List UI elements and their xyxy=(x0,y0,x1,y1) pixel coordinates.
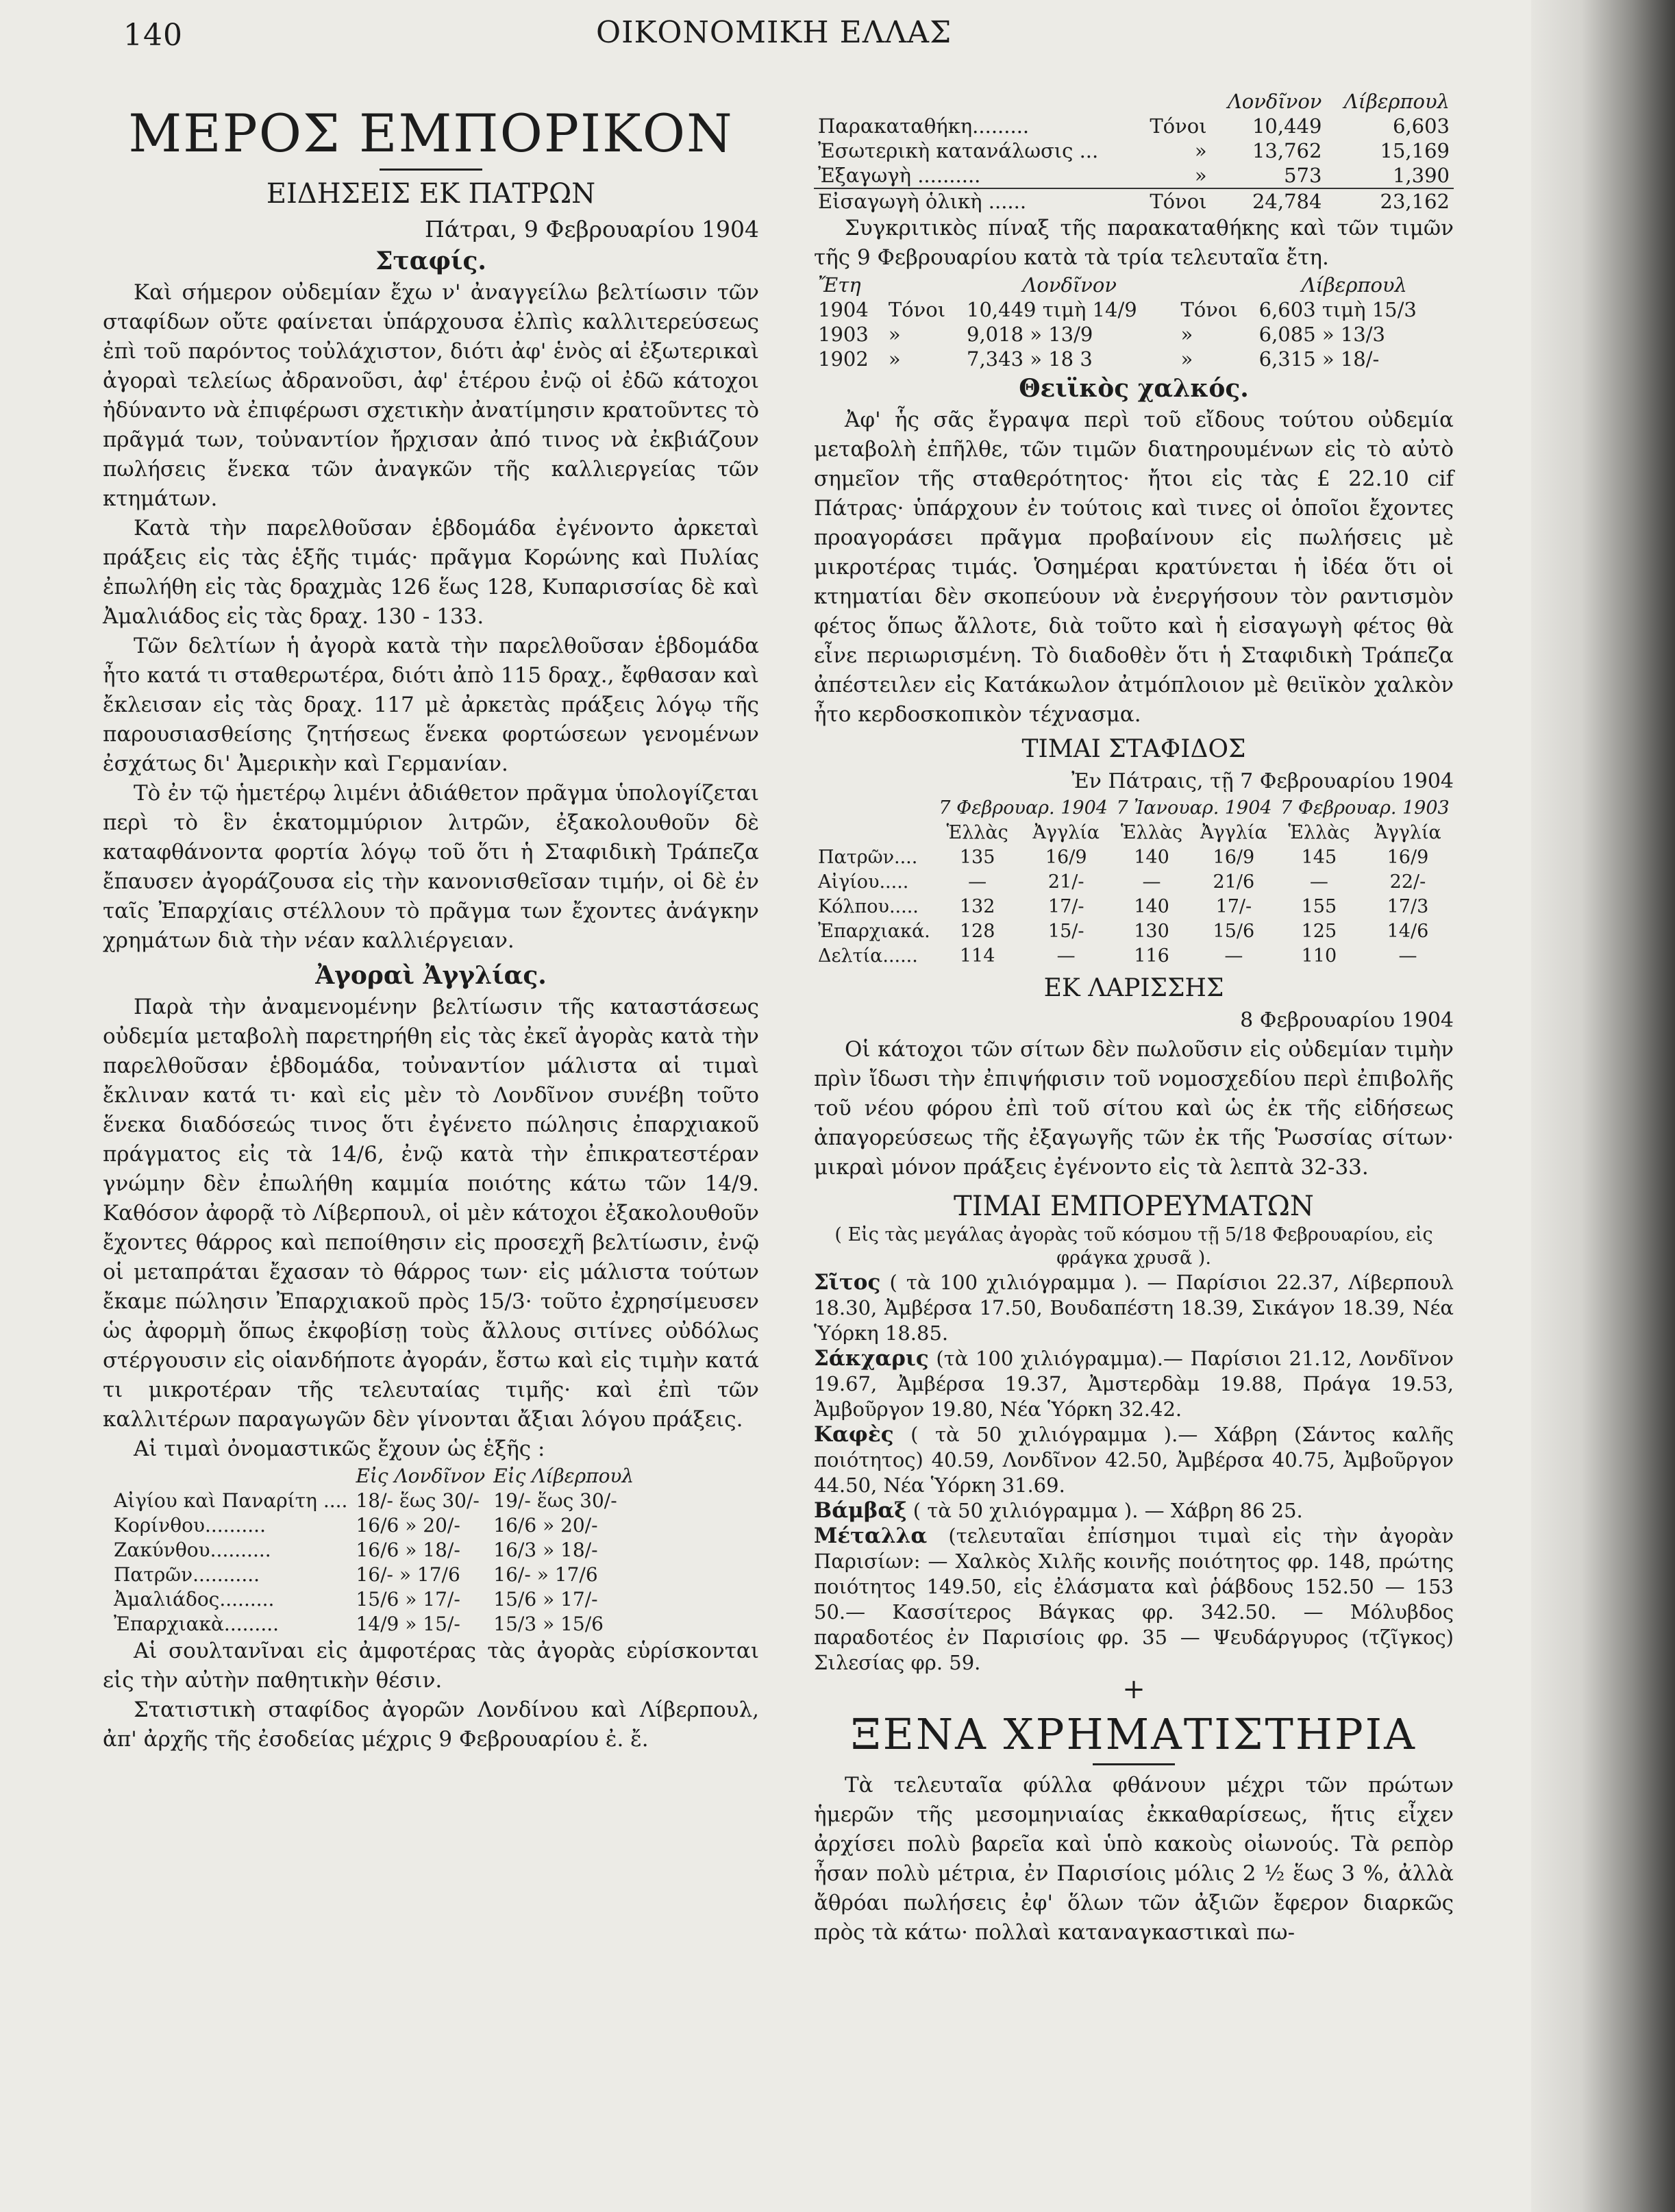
dateline: Πάτραι, 9 Φεβρουαρίου 1904 xyxy=(425,216,759,243)
table-header: Λονδῖνον xyxy=(1227,90,1322,113)
section-title: ΜΕΡΟΣ ΕΜΠΟΡΙΚΟΝ xyxy=(128,103,734,164)
table-row: Ἐξαγωγὴ .......... » 573 1,390 xyxy=(818,164,1450,187)
larissa-heading: ΕΚ ΛΑΡΙΣΣΗΣ xyxy=(1043,974,1224,1002)
title-rule xyxy=(380,169,482,171)
table-header: Λίβερπουλ xyxy=(1343,90,1450,113)
table-row: Πατρῶν........... 16/- » 17/6 16/- » 17/6 xyxy=(114,1563,598,1586)
list-item: Μέταλλα (τελευταῖαι ἐπίσημοι τιμαὶ εἰς τὴν ἀγορὰν Παρισίων: — Χαλκὸς Χιλῆς κοινῆς ποιότητος φρ. 148, πρώτης ποιότητος 149.50, εἰς ἐλάσματα καὶ ῥάβδους 152.50 — 153 50.— Κασσίτερος Βάγκας φρ. 342.50. — Μόλυβδος παραδοτέος ἐν Παρισίοις φρ. 35 — Ψευδάργυρος (τζῖγκος) Σιλεσίας φρ. 59. xyxy=(814,1524,1454,1674)
paragraph: Αἱ τιμαὶ ὀνομαστικῶς ἔχουν ὡς ἑξῆς : xyxy=(134,1437,545,1461)
subheading-stafides: Σταφίς. xyxy=(375,247,486,275)
paragraph: Οἱ κάτοχοι τῶν σίτων δὲν πωλοῦσιν εἰς οὐδεμίαν τιμὴν πρὶν ἴδωσι τὴν ἐπιψήφισιν τοῦ νομοσχεδίου περὶ ἐπιβολῆς τοῦ νέου φόρου ἐπὶ τοῦ σίτου καὶ ὡς ἐκ τῆς εἰδήσεως ἀπαγορεύσεως τῆς ἐξαγωγῆς τῶν ἐκ τῆς Ῥωσσίας σίτων· μικραὶ μόνον πράξεις ἐγένοντο εἰς τὰ λεπτὰ 32-33. xyxy=(814,1037,1454,1180)
paragraph: Παρὰ τὴν ἀναμενομένην βελτίωσιν τῆς καταστάσεως οὐδεμία μεταβολὴ παρετηρήθη εἰς τὰς ἐκεῖ ἀγορὰς κατὰ τὴν παρελθοῦσαν ἑβδομάδα, τοὐναντίον μάλιστα αἱ τιμαὶ ἔκλιναν κατά τι· καὶ εἰς μὲν τὸ Λονδῖνον συνέβη τοῦτο ἕνεκα διαδόσεώς τινος ὅτι ἐγένετο πώλησις ἐπαρχιακοῦ πράγματος εἰς τὰ 14/6, ἐνῷ κατὰ τὴν ἐπικρατεστέραν γνώμην δὲν ἐπωλήθη καμμία ποιότης κάτω τῶν 14/9. Καθόσον ἀφορᾷ τὸ Λίβερπουλ, οἱ μὲν κάτοχοι ἐξακολουθοῦν ἔχοντες θάρρος καὶ πεποίθησιν εἰς προσεχῆ βελτίωσιν, ἐνῷ οἱ μεταπράται ἔχασαν τὸ θάρρος των· εἰς μάλιστα τούτων ἔκαμε πώλησιν Ἐπαρχιακοῦ πρὸς 15/3· τοῦτο ἐχρησίμευσεν ὡς ἀφορμὴ ὅπως ἐκφοβίσῃ τοὺς ἄλλους σιτίνες οὐδόλως στέργουσιν εἰς οἱανδήποτε ἀγοράν, ἔστω καὶ εἰς τιμὴν κατά τι μικροτέραν τῆς τελευταίας τιμῆς· καὶ ἐπὶ τῶν καλλιτέρων παραγωγῶν δὲν γίνονται ἄξιαι λόγου πράξεις. xyxy=(103,995,759,1432)
table-row: Εἰσαγωγὴ ὁλικὴ ...... Τόνοι 24,784 23,162 xyxy=(814,188,1454,214)
book-binding-shadow xyxy=(1531,0,1675,2212)
table-row: Αἰγίου..... — 21/- — 21/6 — 22/- xyxy=(818,871,1426,893)
stats-table xyxy=(814,89,1454,214)
goods-heading: ΤΙΜΑΙ ΕΜΠΟΡΕΥΜΑΤΩΝ xyxy=(954,1191,1314,1222)
goods-list xyxy=(814,1270,1454,1676)
dateline: Ἐν Πάτραις, τῇ 7 Φεβρουαρίου 1904 xyxy=(1071,769,1454,793)
prices-heading: ΤΙΜΑΙ ΣΤΑΦΙΔΟΣ xyxy=(1021,735,1246,763)
table-row: Ἐπαρχιακὰ......... 14/9 » 15/- 15/3 » 15/6 xyxy=(114,1613,604,1635)
right-column xyxy=(814,89,1454,1948)
table-row: 1902 » 7,343 » 18 3 » 6,315 » 18/- xyxy=(818,347,1380,371)
table-row: Κόλπου..... 132 17/- 140 17/- 155 17/3 xyxy=(818,896,1429,917)
table-row: Ἐπαρχιακά. 128 15/- 130 15/6 125 14/6 xyxy=(818,921,1429,942)
news-heading: ΕΙΔΗΣΕΙΣ ΕΚ ΠΑΤΡΩΝ xyxy=(266,178,596,210)
subheading-agorai: Ἀγοραὶ Ἀγγλίας. xyxy=(315,961,547,990)
nominal-prices-table xyxy=(110,1464,638,1637)
foreign-exchanges-title: ΞΕΝΑ ΧΡΗΜΑΤΙΣΤΗΡΙΑ xyxy=(851,1709,1417,1759)
table-row: 1903 » 9,018 » 13/9 » 6,085 » 13/3 xyxy=(818,323,1385,346)
table-row: Αἰγίου καὶ Παναρίτη .... 18/- ἕως 30/- 19/- ἕως 30/- xyxy=(114,1489,617,1512)
dateline: 8 Φεβρουαρίου 1904 xyxy=(1240,1008,1454,1032)
comparison-table: Ἔτη Λονδῖνον Λίβερπουλ 1904 Τόνοι 10,449 τιμὴ 14/9 Τόνοι 6,603 τιμὴ 15/3 1903 » 9,018 » 13/9 » 6,085 » 13/3 1902 » 7,343 » 18 3 » 6,315 » 18/- xyxy=(814,273,1454,371)
title-rule xyxy=(1093,1763,1175,1765)
paragraph: Τῶν δελτίων ἡ ἀγορὰ κατὰ τὴν παρελθοῦσαν ἑβδομάδα ἦτο κατά τι σταθερωτέρα, διότι ἀπὸ 115 δραχ., ἔφθασαν καὶ ἔκλεισαν εἰς τὰς δραχ. 117 μὲ ἀρκετὰς πράξεις λόγῳ τῆς παρουσιασθείσης ζητήσεως ἕνεκα φορτώσεων γενομένων ἐσχάτως δι' Ἀμερικὴν καὶ Γερμανίαν. xyxy=(103,634,759,776)
table-header: Εἰς Λονδῖνον xyxy=(356,1465,486,1487)
table-row: Ζακύνθου.......... 16/6 » 18/- 16/3 » 18/- xyxy=(114,1539,598,1561)
paragraph: Τὸ ἐν τῷ ἡμετέρῳ λιμένι ἀδιάθετον πρᾶγμα ὑπολογίζεται περὶ τὸ ἓν ἑκατομμύριον λιτρῶν, ἐξακολουθοῦν δὲ καταφθάνοντα φορτία λόγῳ τοῦ ὅτι ἡ Σταφιδικὴ Τράπεζα ἔπαυσεν ἀγοράζουσα εἰς τὴν κανονισθεῖσαν τιμήν, οἱ δὲ ἐν ταῖς Ἐπαρχίαις στέλλουν τὸ πρᾶγμα των ἔχοντες ἀνάγκην χρημάτων διὰ τὴν νέαν καλλιέργειαν. xyxy=(103,781,759,953)
paragraph: Κατὰ τὴν παρελθοῦσαν ἑβδομάδα ἐγένοντο ἀρκεταὶ πράξεις εἰς τὰς ἑξῆς τιμάς· πρᾶγμα Κορώνης καὶ Πυλίας ἐπωλήθη εἰς τὰς δραχμὰς 126 ἕως 128, Κυπαρισσίας δὲ καὶ Ἀμαλιάδος εἰς τὰς δραχ. 130 - 133. xyxy=(103,516,759,629)
ornament: + xyxy=(1122,1674,1145,1705)
paragraph: Τὰ τελευταῖα φύλλα φθάνουν μέχρι τῶν πρώτων ἡμερῶν τῆς μεσομηνιαίας ἐκκαθαρίσεως, ἥτις εἶχεν ἀρχίσει πολὺ βαρεῖα καὶ ὑπὸ κακοὺς οἰωνούς. Τὰ ρεπὸρ ἦσαν πολὺ μέτρια, ἐν Παρισίοις μόλις 2 ½ ἕως 3 %, ἀλλὰ ἄθρόαι πωλήσεις ἐφ' ὅλων τῶν ἀξιῶν ἔφερον διαρκῶς πρὸς τὰ κάτω· πολλαὶ καταναγκαστικαὶ πω- xyxy=(814,1773,1454,1945)
table-row: Παρακαταθήκη......... Τόνοι 10,449 6,603 xyxy=(818,114,1450,138)
left-column xyxy=(103,89,759,1754)
page-number: 140 xyxy=(123,18,183,53)
paragraph: Ἀφ' ἧς σᾶς ἔγραψα περὶ τοῦ εἴδους τούτου οὐδεμία μεταβολὴ ἐπῆλθε, τῶν τιμῶν διατηρουμένων εἰς τὸ αὐτὸ σημεῖον τῆς σταθερότητος· ἤτοι εἰς τὰς £ 22.10 cif Πάτρας· ὑπάρχουν ἐν τούτοις καὶ τινες οἱ ὁποῖοι ἔχοντες προαγοράσει πρᾶγμα προβαίνουν εἰς πωλήσεις μὲ μικροτέρας τιμάς. Ὁσημέραι κρατύνεται ἡ ἰδέα ὅτι οἱ κτηματίαι δὲν σκοπεύουν νὰ ἐνεργήσουν τὸν ραντισμὸν φέτος ὅπως ἄλλοτε, διὰ τοῦτο καὶ ἡ εἰσαγωγὴ φέτος θὰ εἶνε περιωρισμένη. Τὸ διαδοθὲν ὅτι ἡ Σταφιδικὴ Τράπεζα ἀπέστειλεν εἰς Κατάκωλον ἀτμόπλοιον μὲ θειϊκὸν χαλκὸν ἦτο κερδοσκοπικὸν τέχνασμα. xyxy=(814,408,1454,727)
goods-note: ( Εἰς τὰς μεγάλας ἀγορὰς τοῦ κόσμου τῇ 5/18 Φεβρουαρίου, εἰς φράγκα χρυσᾶ ). xyxy=(834,1224,1433,1269)
raisin-prices-table: 7 Φεβρουαρ. 1904 7 Ἰανουαρ. 1904 7 Φεβρουαρ. 1903 Ἑλλὰς Ἀγγλία Ἑλλὰς Ἀγγλία Ἑλλὰς Ἀγγλία Πατρῶν.... 135 16/9 140 16/9 145 16/9 Αἰγίου..... — 21/- — 21/6 — 22/- Κόλπου..... 132 17/- 140 17/- 155 17/3 Ἐπαρχιακά. 128 15/- 130 15/6 125 14/6 Δελτία...... 114 — 116 — 110 — xyxy=(814,796,1454,969)
table-header: Εἰς Λίβερπουλ xyxy=(493,1465,634,1487)
running-title: ΟΙΚΟΝΟΜΙΚΗ ΕΛΛΑΣ xyxy=(596,15,952,50)
table-row: Δελτία...... 114 — 116 — 110 — xyxy=(818,945,1417,967)
table-row: Πατρῶν.... 135 16/9 140 16/9 145 16/9 xyxy=(818,847,1429,868)
list-item: Σάκχαρις (τὰ 100 χιλιόγραμμα).— Παρίσιοι 21.12, Λονδῖνον 19.67, Ἀμβέρσα 19.37, Ἀμστερδὰμ 19.88, Πράγα 19.53, Ἀμβοῦργον 19.80, Νέα Ὑόρκη 32.42. xyxy=(814,1346,1454,1421)
table-row: Ἀμαλιάδος......... 15/6 » 17/- 15/6 » 17/- xyxy=(114,1588,598,1611)
paragraph: Στατιστικὴ σταφίδος ἀγορῶν Λονδίνου καὶ Λίβερπουλ, ἀπ' ἀρχῆς τῆς ἐσοδείας μέχρις 9 Φεβρουαρίου ἐ. ἔ. xyxy=(103,1698,759,1752)
list-item: Σῖτος ( τὰ 100 χιλιόγραμμα ). — Παρίσιοι 22.37, Λίβερπουλ 18.30, Ἀμβέρσα 17.50, Βουδαπέστη 18.39, Σικάγον 18.39, Νέα Ὑόρκη 18.85. xyxy=(814,1270,1454,1345)
paragraph: Καὶ σήμερον οὐδεμίαν ἔχω ν' ἀναγγείλω βελτίωσιν τῶν σταφίδων οὔτε φαίνεται ὑπάρχουσα ἐλπὶς καλλιτερεύσεως ἐπὶ τοῦ παρόντος τοὐλάχιστον, διότι ἀφ' ἑνὸς αἱ ἐξωτερικαὶ ἀγοραὶ τελείως ἀδρανοῦσι, ἀφ' ἑτέρου ἐνῷ οἱ ἐδῶ κάτοχοι ἠδύναντο νὰ ἐπιφέρωσι σχετικὴν ἀνατίμησιν κρατοῦντες τὸ πρᾶγμά των, τοὐναντίον ἤρχισαν ἀπό τινος νὰ ἐκβιάζουν πωλήσεις ἕνεκα τῶν ἀναγκῶν τῆς καλλιεργείας τῶν κτημάτων. xyxy=(103,280,759,511)
paragraph: Συγκριτικὸς πίναξ τῆς παρακαταθήκης καὶ τῶν τιμῶν τῆς 9 Φεβρουαρίου κατὰ τὰ τρία τελευταῖα ἔτη. xyxy=(814,216,1454,270)
subheading-copper: Θειϊκὸς χαλκός. xyxy=(1019,374,1249,403)
list-item: Βάμβαξ ( τὰ 50 χιλιόγραμμα ). — Χάβρη 86 25. xyxy=(814,1498,1303,1523)
paragraph: Αἱ σουλτανῖναι εἰς ἀμφοτέρας τὰς ἀγορὰς εὑρίσκονται εἰς τὴν αὐτὴν παθητικὴν θέσιν. xyxy=(103,1639,759,1693)
table-row: Κορίνθου.......... 16/6 » 20/- 16/6 » 20/- xyxy=(114,1514,598,1537)
table-row: Ἐσωτερικὴ κατανάλωσις ... » 13,762 15,169 xyxy=(818,139,1450,162)
list-item: Καφὲς ( τὰ 50 χιλιόγραμμα ).— Χάβρη (Σάντος καλῆς ποιότητος) 40.59, Λονδῖνον 42.50, Ἀμβέρσα 40.75, Ἀμβοῦργον 44.50, Νέα Ὑόρκη 31.69. xyxy=(814,1422,1454,1497)
table-row: 1904 Τόνοι 10,449 τιμὴ 14/9 Τόνοι 6,603 τιμὴ 15/3 xyxy=(818,298,1417,321)
